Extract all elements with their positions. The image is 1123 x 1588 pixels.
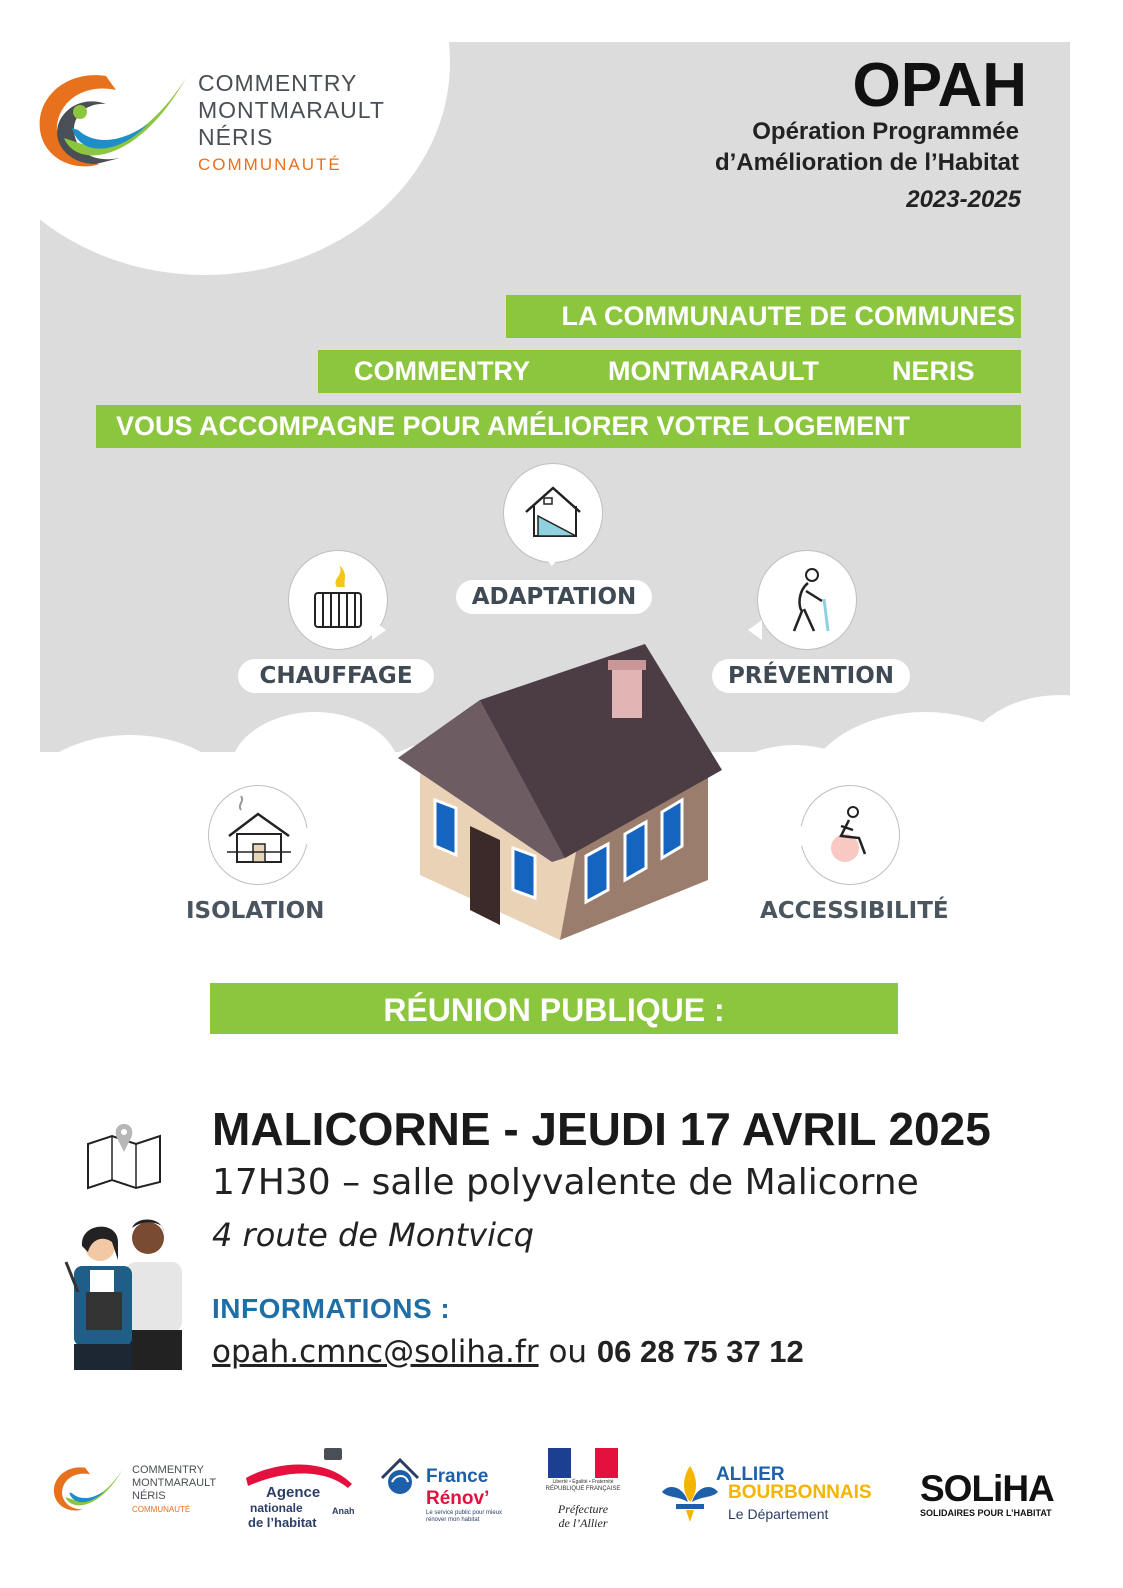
band-montmarault: MONTMARAULT <box>608 356 819 386</box>
partner-cmnc-line-2: MONTMARAULT <box>132 1477 217 1489</box>
elderly-person-icon <box>758 551 856 649</box>
contact-line <box>212 1334 804 1370</box>
prefecture-line-4: de l’Allier <box>558 1516 608 1530</box>
cmnc-logo-mark-small <box>52 1464 128 1516</box>
prevention-bubble <box>757 550 857 650</box>
marianne-flag-icon <box>548 1448 618 1478</box>
informations-label: INFORMATIONS : <box>212 1293 451 1324</box>
house-ramp-icon <box>504 464 602 562</box>
chauffage-label: CHAUFFAGE <box>238 659 434 693</box>
prevention-label: PRÉVENTION <box>712 659 910 693</box>
isolation-bubble <box>208 785 308 885</box>
logo-line-4: COMMUNAUTÉ <box>198 155 342 174</box>
partner-anah-logo <box>244 1448 360 1534</box>
meeting-time-place: 17H30 – salle polyvalente de Malicorne <box>212 1162 919 1203</box>
anah-swoosh-icon <box>244 1448 360 1488</box>
partner-allier-logo <box>658 1462 888 1530</box>
contact-or: ou <box>548 1334 588 1370</box>
soliha-tagline: SOLIDAIRES POUR L’HABITAT <box>920 1508 1052 1518</box>
partner-france-renov-logo <box>380 1456 510 1526</box>
prefecture-line-2: RÉPUBLIQUE FRANÇAISE <box>545 1486 621 1492</box>
advisors-illustration <box>60 1212 190 1372</box>
allier-line-1: ALLIER <box>716 1464 785 1485</box>
anah-line-4: Anah <box>332 1506 355 1516</box>
partner-cmnc-logo <box>52 1462 232 1522</box>
cmnc-logo <box>36 68 396 178</box>
france-renov-line-3: Le service public pour mieux rénover mon habitat <box>426 1510 503 1523</box>
allier-line-2: BOURBONNAIS <box>728 1482 872 1503</box>
partner-cmnc-line-1: COMMENTRY <box>132 1464 204 1476</box>
france-renov-line-1: France <box>426 1466 489 1487</box>
email-link[interactable]: opah.cmnc@soliha.fr <box>212 1334 539 1370</box>
opah-years: 2023-2025 <box>906 186 1021 213</box>
isolation-label: ISOLATION <box>186 898 325 924</box>
bubble-tail <box>788 826 802 846</box>
anah-line-3: de l’habitat <box>248 1515 317 1530</box>
meeting-address: 4 route de Montvicq <box>212 1216 534 1254</box>
prefecture-line-1: Liberté • Égalité • Fraternité <box>552 1479 614 1485</box>
bubble-tail <box>540 552 564 566</box>
map-pin-icon <box>84 1120 164 1190</box>
opah-subtitle <box>715 116 1019 178</box>
reunion-banner: RÉUNION PUBLIQUE : <box>210 983 898 1034</box>
band-commentry: COMMENTRY <box>354 356 530 386</box>
anah-line-2: nationale <box>250 1501 303 1515</box>
band-line-1: LA COMMUNAUTE DE COMMUNES <box>506 295 1021 338</box>
prefecture-line-3: Préfecture <box>557 1502 609 1516</box>
bubble-tail <box>748 620 762 640</box>
phone-number[interactable]: 06 28 75 37 12 <box>596 1334 804 1369</box>
house-illustration <box>390 640 730 965</box>
logo-line-1: COMMENTRY <box>198 70 358 96</box>
soliha-wordmark: SOLiHA <box>920 1468 1054 1509</box>
accessibilite-label: ACCESSIBILITÉ <box>760 898 949 924</box>
partner-soliha-logo <box>918 1468 1070 1524</box>
adaptation-bubble <box>503 463 603 563</box>
france-renov-house-icon <box>380 1456 420 1496</box>
meeting-title: MALICORNE - JEUDI 17 AVRIL 2025 <box>212 1103 991 1155</box>
opah-title: OPAH <box>852 51 1027 120</box>
adaptation-label: ADAPTATION <box>456 580 652 614</box>
band-line-2 <box>318 350 1021 393</box>
bubble-tail <box>372 620 386 640</box>
bubble-tail <box>304 826 318 846</box>
allier-line-3: Le Département <box>728 1506 829 1522</box>
france-renov-line-2: Rénov’ <box>426 1488 490 1509</box>
subtitle-line-1: Opération Programmée <box>752 118 1019 145</box>
subtitle-line-2: d’Amélioration de l’Habitat <box>714 149 1019 176</box>
insulated-house-icon <box>209 786 307 884</box>
cmnc-logo-mark <box>36 68 196 178</box>
fleur-de-lys-icon <box>658 1462 722 1526</box>
partner-prefecture-logo <box>540 1448 626 1532</box>
wheelchair-icon <box>801 786 899 884</box>
accessibilite-bubble <box>800 785 900 885</box>
band-line-3: VOUS ACCOMPAGNE POUR AMÉLIORER VOTRE LOGEMENT <box>96 405 1021 448</box>
logo-line-3: NÉRIS <box>198 124 274 150</box>
anah-line-1: Agence <box>266 1484 321 1501</box>
partner-cmnc-line-3: NÉRIS <box>132 1490 166 1502</box>
band-neris: NERIS <box>892 356 975 386</box>
partner-cmnc-line-4: COMMUNAUTÉ <box>132 1505 191 1514</box>
logo-line-2: MONTMARAULT <box>198 97 385 123</box>
